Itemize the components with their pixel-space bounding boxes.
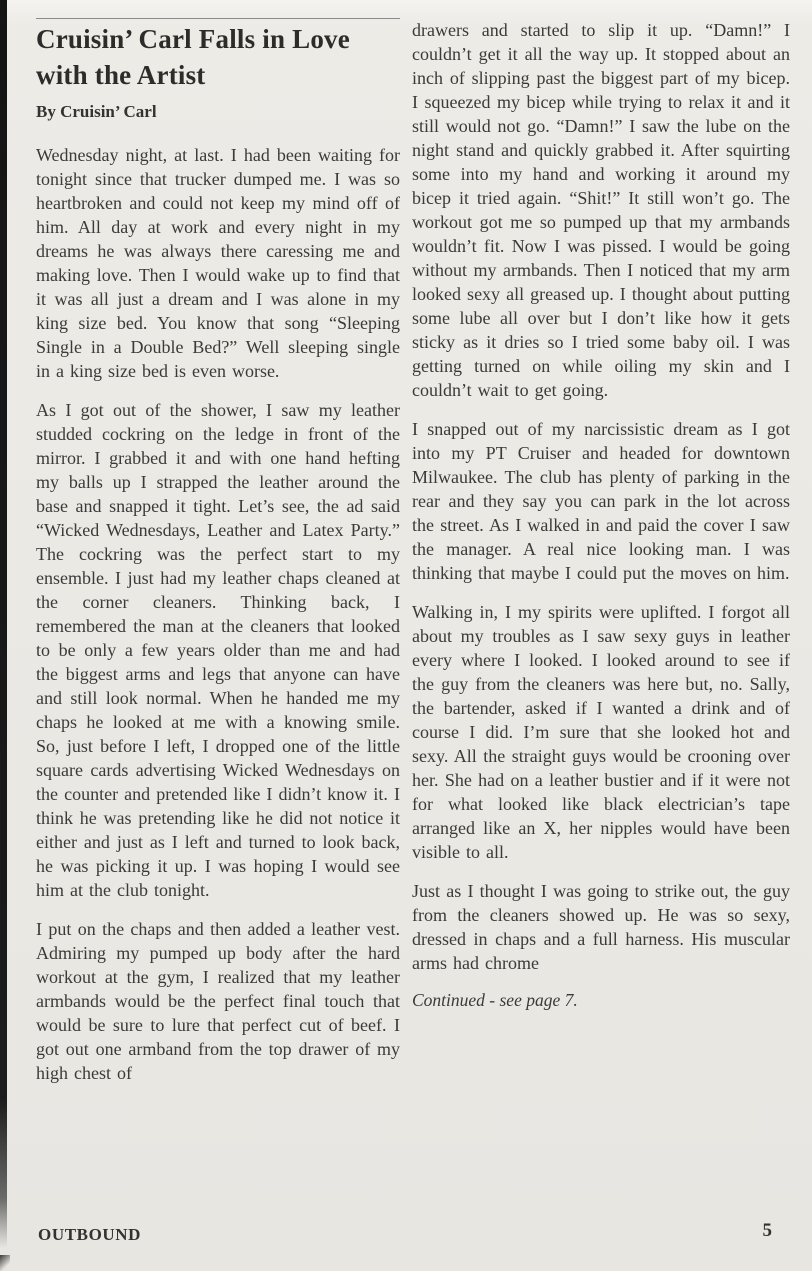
article-paragraph: Just as I thought I was going to strike out, the guy from the cleaners showed up. He was so sexy, dressed in chaps and a full harness. His muscular arms had chrome	[412, 881, 790, 973]
article-paragraph: As I got out of the shower, I saw my leather studded cockring on the ledge in front of the mirror. I grabbed it and with one hand hefting my balls up I strapped the leather around the base and snapped it tight. Let’s see, the ad said “Wicked Wednesdays, Leather and Latex Party.” The cockring was the perfect start to my ensemble. I just had my leather chaps cleaned at the corner cleaners. Thinking back, I remembered the man at the cleaners that looked to be only a few years older than me and had the biggest arms and legs that anyone can have and still look normal. When he handed me my chaps he looked at me with a knowing smile. So, just before I left, I dropped one of the little square cards advertising Wicked Wednesdays on the counter and pretended like I didn’t know it. I think he was pretending like he did not notice it either and just as I left and turned to look back, he was picking it up. I was hoping I would see him at the club tonight.	[36, 400, 400, 900]
scan-edge-corner	[0, 1255, 10, 1271]
scan-edge-strip	[0, 0, 7, 1248]
article-paragraph: Walking in, I my spirits were uplifted. I forgot all about my troubles as I saw sexy guys in leather every where I looked. I looked around to see if the guy from the cleaners was here but, no. Sally, the bartender, asked if I wanted a drink and of course I did. I’m sure that she looked hot and sexy. All the straight guys would be crooning over her. She had on a leather bustier and if it were not for what looked like black electrician’s tape arranged like an X, her nipples would have been visible to all.	[412, 602, 790, 862]
article-title: Cruisin’ Carl Falls in Love with the Artist	[36, 24, 350, 90]
article-byline: By Cruisin’ Carl	[36, 102, 157, 121]
footer-page-number: 5	[762, 1220, 772, 1241]
right-column	[412, 18, 790, 1011]
article-paragraph: Wednesday night, at last. I had been waiting for tonight since that trucker dumped me. I was so heartbroken and could not keep my mind off of him. All day at work and every night in my dreams he was always there caressing me and making love. Then I would wake up to find that it was all just a dream and I was alone in my king size bed. You know that song “Sleeping Single in a Double Bed?” Well sleeping single in a king size bed is even worse.	[36, 145, 400, 381]
article-paragraph: I put on the chaps and then added a leather vest. Admiring my pumped up body after the hard workout at the gym, I realized that my leather armbands would be the perfect final touch that would be sure to lure that perfect cut of beef. I got out one armband from the top drawer of my high chest of	[36, 919, 400, 1083]
article-paragraph: I snapped out of my narcissistic dream as I got into my PT Cruiser and headed for downtown Milwaukee. The club has plenty of parking in the rear and they say you can park in the lot across the street. As I walked in and paid the cover I saw the manager. A real nice looking man. I was thinking that maybe I could put the moves on him.	[412, 419, 790, 583]
title-rule	[36, 18, 400, 19]
left-column	[36, 14, 400, 1100]
continued-note: Continued - see page 7.	[412, 990, 578, 1010]
article-paragraph: drawers and started to slip it up. “Damn!” I couldn’t get it all the way up. It stopped about an inch of slipping past the biggest part of my bicep. I squeezed my bicep while trying to relax it and it still would not go. “Damn!” I saw the lube on the night stand and quickly grabbed it. After squirting some into my hand and working it around my bicep it tried again. “Shit!” It still won’t go. The workout got me so pumped up that my armbands wouldn’t fit. Now I was pissed. I would be going without my armbands. Then I noticed that my arm looked sexy all greased up. I thought about putting some lube all over but I don’t like how it gets sticky as it dries so I tried some baby oil. I was getting turned on while oiling my skin and I couldn’t wait to get going.	[412, 20, 790, 400]
footer-magazine-name: OUTBOUND	[38, 1225, 142, 1244]
